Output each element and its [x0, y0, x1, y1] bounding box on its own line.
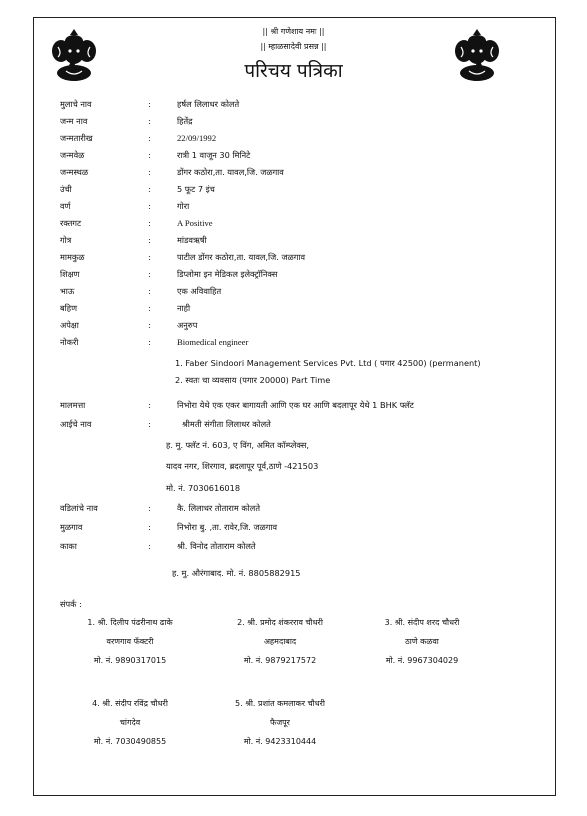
field-separator: :: [148, 116, 151, 126]
contacts-label: संपर्क :: [60, 599, 82, 609]
field-label: जन्मस्थळ: [60, 167, 89, 177]
field-row: [60, 165, 284, 181]
contact-phone: मो. नं. 9879217572: [243, 656, 317, 665]
field-row: [60, 114, 192, 130]
field-value: गोरा: [177, 201, 190, 211]
field-label: रक्तगट: [60, 218, 82, 228]
contact-name: 4. श्री. संदीप रविंद्र चौधरी: [92, 699, 168, 708]
field-value: पाटील डोंगर कठोरा,ता. यावल,जि. जळगाव: [177, 252, 306, 262]
field-value: मांडवऋषी: [177, 235, 207, 245]
field-label: जन्म नाव: [60, 116, 88, 126]
field-value: 22/09/1992: [177, 133, 217, 143]
field-separator: :: [148, 201, 151, 211]
blessing-line: || श्री गणेशाय नमः ||: [262, 27, 325, 36]
field-row: [60, 417, 271, 433]
field-value: श्री. विनोद तोताराम कोलते: [177, 541, 256, 551]
contact-phone: मो. नं. 9967304029: [385, 656, 459, 665]
field-row: [60, 520, 277, 536]
field-row: [60, 501, 260, 517]
contact-phone: मो. नं. 9890317015: [93, 656, 167, 665]
field-value: डोंगर कठोरा,ता. यावल,जि. जळगाव: [177, 167, 284, 177]
field-row: [60, 284, 221, 300]
field-label: नोकरी: [60, 337, 79, 347]
field-label: बहिण: [60, 303, 78, 313]
field-label: वर्ण: [60, 201, 71, 211]
field-value: एक अविवाहित: [177, 286, 222, 296]
field-value: हितेंद्र: [177, 116, 193, 126]
contact-card: [210, 697, 350, 754]
contact-place: ठाणे कळवा: [405, 637, 439, 646]
address-line: ह. मु. औरंगाबाद. मो. नं. 8805882915: [172, 568, 301, 578]
field-separator: :: [148, 133, 151, 143]
contact-card: [210, 616, 350, 673]
publisher-line: || म्हाळसादेवी प्रसन्न ||: [260, 42, 327, 51]
field-label: मामकुळ: [60, 252, 85, 262]
field-value: श्रीमती संगीता लिलाधर कोलते: [182, 419, 271, 429]
field-label: जन्मवेळ: [60, 150, 85, 160]
field-row: [60, 233, 207, 249]
phone-line: मो. नं. 7030616018: [166, 483, 241, 493]
field-value: कै. लिलाधर तोताराम कोलते: [177, 503, 260, 513]
field-separator: :: [148, 286, 151, 296]
field-separator: :: [148, 269, 151, 279]
field-separator: :: [148, 184, 151, 194]
field-row: [60, 97, 239, 113]
field-row: [60, 301, 190, 317]
contact-name: 5. श्री. प्रशांत कमलाकर चौधरी: [235, 699, 325, 708]
field-value: अनुरुप: [177, 320, 198, 330]
field-value: 5 फूट 7 इंच: [177, 184, 215, 194]
field-separator: :: [148, 419, 151, 429]
field-separator: :: [148, 167, 151, 177]
page-title: परिचय पत्रिका: [244, 60, 343, 82]
contact-phone: मो. नं. 9423310444: [243, 737, 317, 746]
field-label: आईचे नाव: [60, 419, 92, 429]
field-row: [60, 398, 414, 414]
field-label: भाऊ: [60, 286, 75, 296]
field-value: निभोरा येथे एक एकर बागायती आणि एक घर आणि बदलापूर येथे 1 BHK फ्लॅट: [177, 400, 414, 410]
field-row: [60, 199, 189, 215]
contact-place: वरणगाव फॅक्टरी: [106, 637, 154, 646]
contact-name: 1. श्री. दिलीप पंढरीनाथ ढाके: [87, 618, 173, 627]
field-label: मालमत्ता: [60, 400, 86, 410]
field-value: डिप्लोमा इन मेडिकल इलेक्ट्रॉनिक्स: [177, 269, 278, 279]
field-label: मुलाचे नाव: [60, 99, 92, 109]
field-value: रात्री 1 वाजून 30 मिनिटे: [177, 150, 251, 160]
field-separator: :: [148, 252, 151, 262]
field-value: Biomedical engineer: [177, 337, 249, 347]
field-row: [60, 182, 215, 198]
field-separator: :: [148, 99, 151, 109]
field-label: मुळगाव: [60, 522, 83, 532]
field-row: [60, 335, 248, 351]
field-row: [60, 216, 213, 232]
field-row: [60, 267, 277, 283]
field-label: काका: [60, 541, 77, 551]
contact-card: [60, 697, 200, 754]
field-row: [60, 250, 305, 266]
field-value: हर्षल लिलाधर कोलते: [177, 99, 240, 109]
field-separator: :: [148, 303, 151, 313]
field-value: नाही: [177, 303, 191, 313]
field-label: उंची: [60, 184, 72, 194]
field-label: जन्मतारीख: [60, 133, 93, 143]
field-label: वडिलांचे नाव: [60, 503, 98, 513]
field-row: [60, 539, 256, 555]
field-label: गोत्र: [60, 235, 72, 245]
contact-name: 2. श्री. प्रमोद शंकरराव चौधरी: [237, 618, 323, 627]
contact-place: अहमदाबाद: [263, 637, 297, 646]
job-detail-item: 2. स्वतः चा व्यवसाय (पगार 20000) Part Time: [175, 375, 331, 385]
contact-phone: मो. नं. 7030490855: [93, 737, 167, 746]
contact-card: [60, 616, 200, 673]
contact-place: चांगदेव: [119, 718, 141, 727]
field-separator: :: [148, 522, 151, 532]
field-label: अपेक्षा: [60, 320, 79, 330]
address-line: यादव नगर, शिरगाव, ब्रदलापूर पूर्व,ठाणे -421503: [166, 461, 319, 471]
contact-place: फैजपूर: [270, 718, 290, 727]
contact-name: 3. श्री. संदीप शरद चौधरी: [384, 618, 460, 627]
field-separator: :: [148, 218, 151, 228]
field-separator: :: [148, 150, 151, 160]
field-separator: :: [148, 541, 151, 551]
field-value: A Positive: [177, 218, 213, 228]
job-detail-item: 1. Faber Sindoori Management Services Pvt. Ltd ( पगार 42500) (permanent): [175, 358, 481, 368]
field-separator: :: [148, 400, 151, 410]
field-separator: :: [148, 503, 151, 513]
field-separator: :: [148, 320, 151, 330]
address-line: ह. मु. फ्लॅट नं. 603, ए विंग, अमित कॉम्प्लेक्स,: [166, 440, 309, 450]
field-value: निभोरा बु. ,ता. रावेर,जि. जळगाव: [177, 522, 278, 532]
field-separator: :: [148, 337, 151, 347]
field-row: [60, 148, 250, 164]
field-separator: :: [148, 235, 151, 245]
field-row: [60, 131, 216, 147]
field-row: [60, 318, 197, 334]
contact-card: [352, 616, 492, 673]
field-label: शिक्षण: [60, 269, 80, 279]
